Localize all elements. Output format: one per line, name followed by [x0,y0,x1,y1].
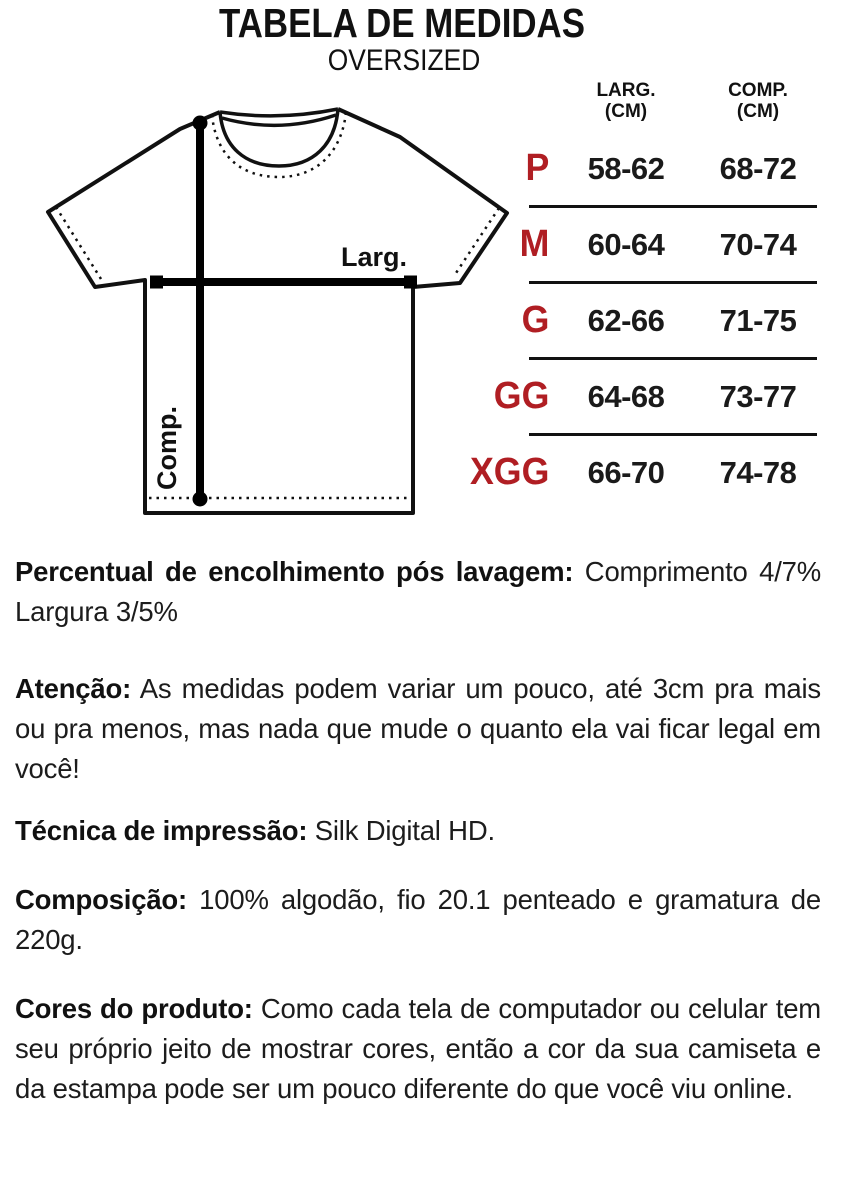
larg-cell: 66-70 [587,454,665,490]
note-label: Técnica de impressão: [15,815,308,846]
tshirt-outline [48,109,507,513]
table-row [463,436,819,509]
larg-cell: 60-64 [587,226,665,262]
note-text: 100% algodão, fio 20.1 penteado e gramatura de 220g. [15,884,821,955]
size-column-header [463,80,555,122]
note-paragraph [15,989,821,1109]
comp-cell: 71-75 [719,302,797,338]
page-title: TABELA DE MEDIDAS [219,0,585,46]
note-label: Atenção: [15,673,132,704]
table-row [463,360,819,433]
length-line-bottom-dot [193,492,208,507]
tshirt-diagram [30,85,520,530]
page-subtitle: OVERSIZED [327,44,481,77]
collar-top-line [220,109,338,116]
length-label: Comp. [152,406,182,490]
size-table [463,80,819,509]
size-cell: M [519,223,550,265]
size-table-header [463,80,819,122]
comp-header-unit: (CM) [736,101,780,122]
note-text: Como cada tela de computador ou celular tem seu próprio jeito de mostrar cores, então a cor da sua camiseta e da estampa pode ser um pouco diferente do que você viu online. [15,993,821,1104]
left-sleeve-hem-dashed [56,207,101,279]
length-line-top-dot [193,116,208,131]
collar-front-curve [220,109,338,166]
note-text: As medidas podem variar um pouco, até 3cm pra mais ou pra menos, mas nada que mude o quanto ela vai ficar legal em você! [15,673,821,784]
larg-header-unit: (CM) [604,101,648,122]
note-paragraph [15,669,821,789]
width-line-right-dot [404,276,417,289]
size-cell: P [525,147,550,189]
width-line-left-dot [150,276,163,289]
note-paragraph [15,811,821,851]
note-label: Cores do produto: [15,993,253,1024]
comp-cell: 73-77 [719,378,797,414]
larg-cell: 58-62 [587,150,665,186]
table-row [463,132,819,205]
table-row [463,208,819,281]
table-row [463,284,819,357]
size-cell: GG [493,375,550,417]
note-label: Composição: [15,884,187,915]
comp-cell: 68-72 [719,150,797,186]
column-header-comp [697,80,819,122]
product-notes [15,552,821,1109]
comp-cell: 70-74 [719,226,797,262]
size-table-body [463,132,819,509]
note-paragraph [15,552,821,632]
column-header-larg [555,80,697,122]
larg-cell: 64-68 [587,378,665,414]
width-label: Larg. [340,242,408,272]
larg-header-label: LARG. [596,80,656,101]
comp-cell: 74-78 [719,454,797,490]
note-paragraph [15,880,821,960]
comp-header-label: COMP. [728,80,788,101]
note-text: Silk Digital HD. [307,815,495,846]
larg-cell: 62-66 [587,302,665,338]
note-text: Comprimento 4/7% Largura 3/5% [15,556,821,627]
note-label: Percentual de encolhimento pós lavagem: [15,556,574,587]
size-cell: XGG [469,451,550,493]
size-cell: G [521,299,550,341]
